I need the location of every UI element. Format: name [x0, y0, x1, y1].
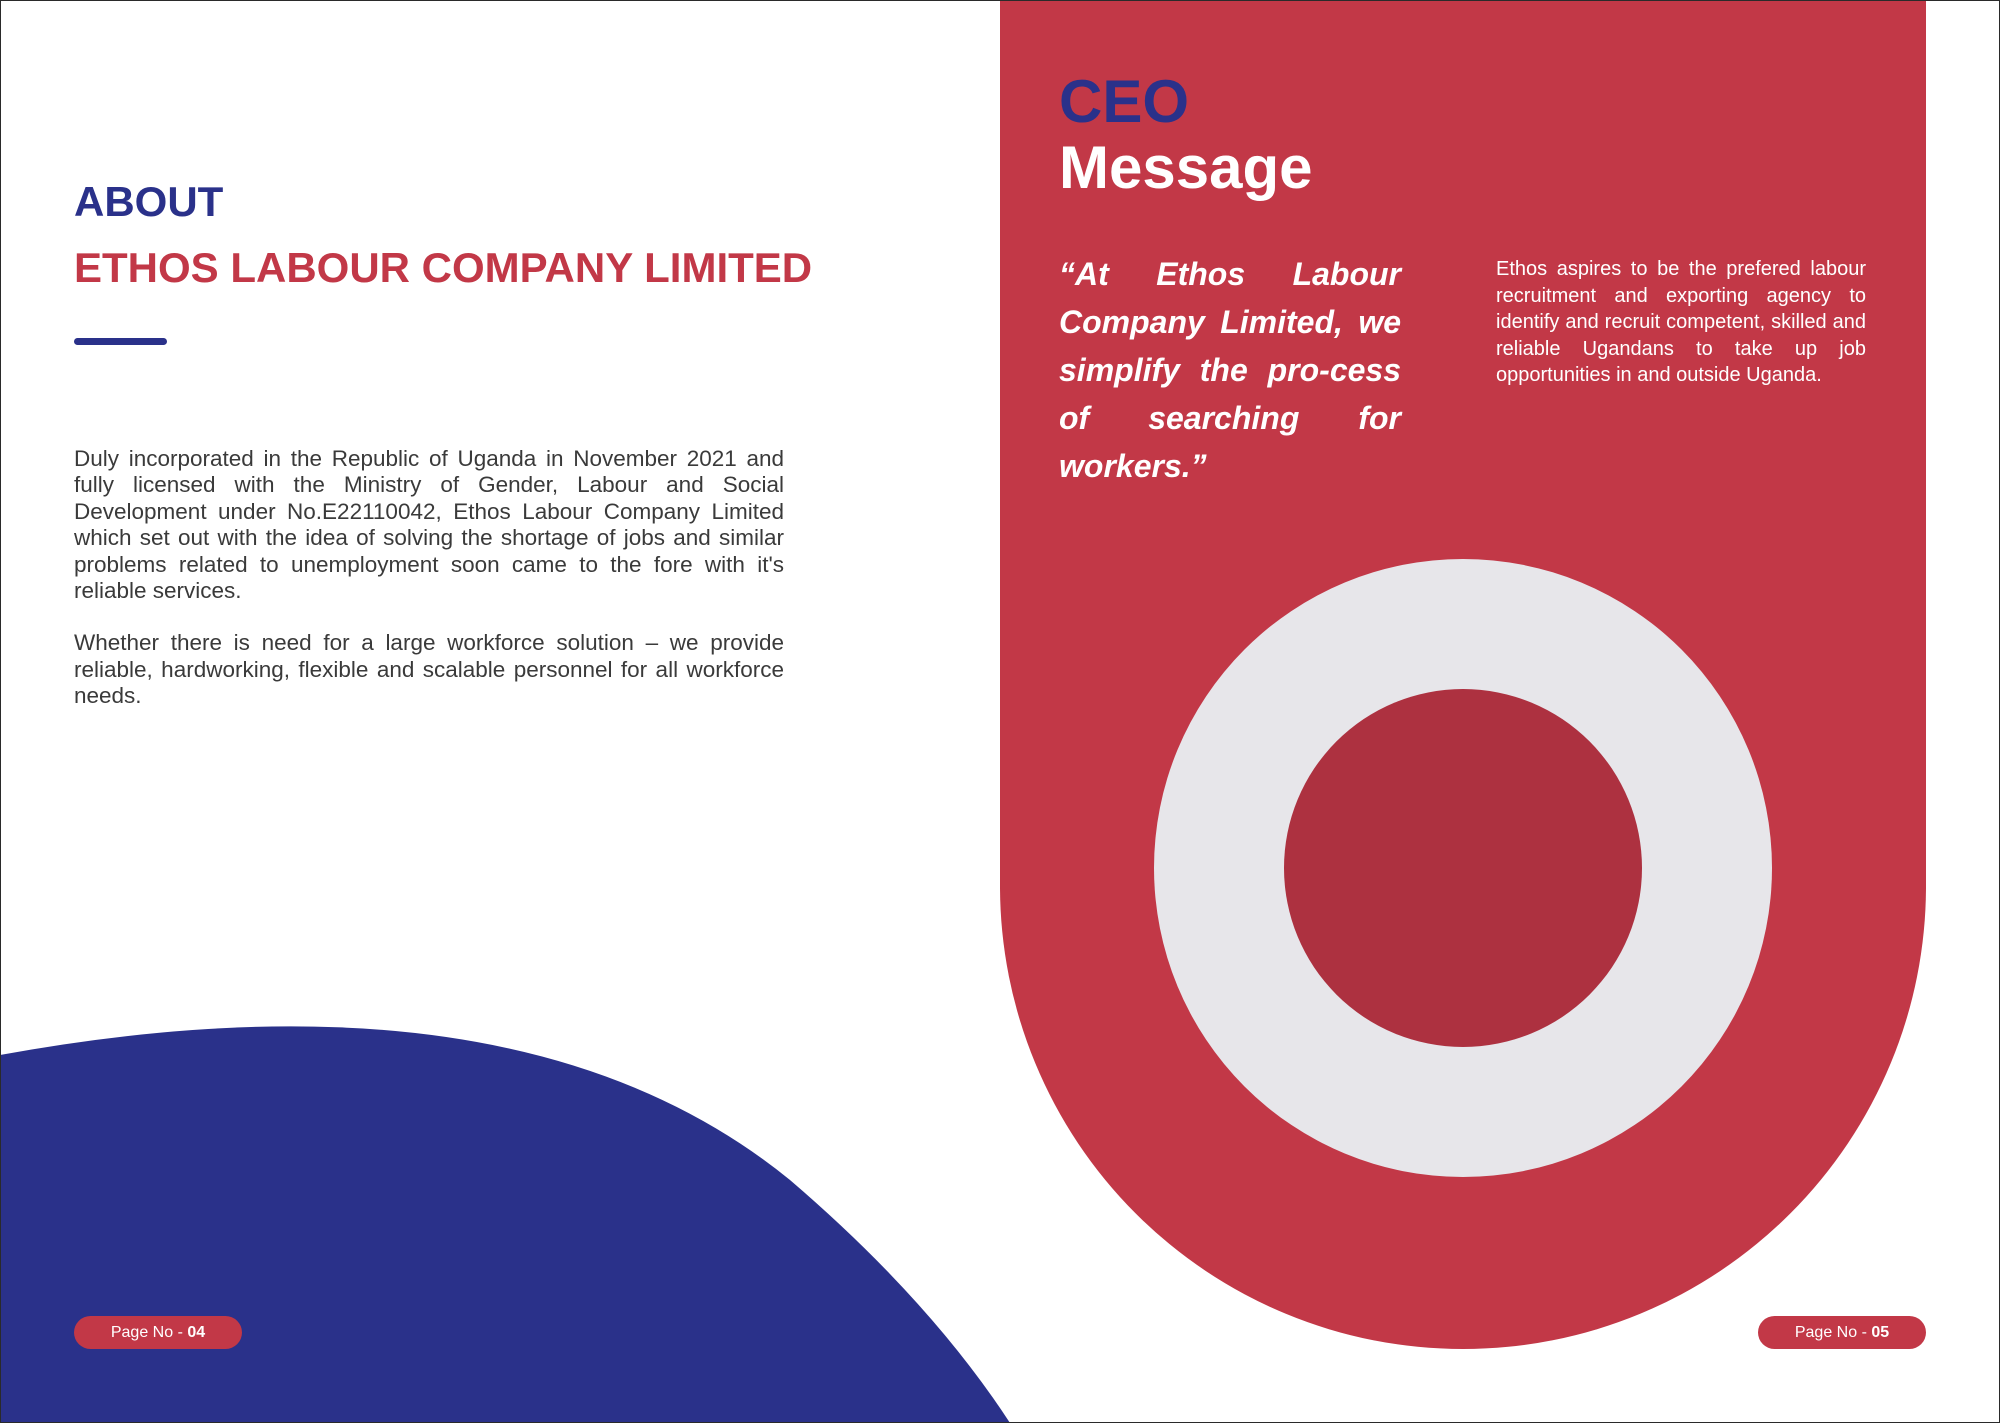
message-heading: Message: [1059, 134, 1313, 201]
page-label: Page No -: [110, 1324, 188, 1341]
page-number-badge-right: [1758, 1316, 1926, 1349]
red-circle: [1284, 689, 1642, 1047]
page-number: 05: [1871, 1324, 1890, 1341]
about-paragraph: Whether there is need for a large workforce solution – we provide reliable, hardworking, flexible and scalable personnel for all workforce needs.: [74, 630, 784, 709]
about-paragraph: Duly incorporated in the Republic of Uganda in November 2021 and fully licensed with the Ministry of Gender, Labour and Social Development under No.E22110042, Ethos Labour Company Limited which set out with the idea of solving the shortage of jobs and similar problems related to unemployment soon came to the fore with it's reliable services.: [74, 446, 784, 604]
ceo-quote: “At Ethos Labour Company Limited, we simplify the pro-cess of searching for workers.”: [1059, 256, 1401, 484]
ceo-heading: CEO: [1059, 68, 1190, 135]
aspiration-text: Ethos aspires to be the prefered labour recruitment and exporting agency to identify and recruit competent, skilled and reliable Ugandans to take up job opportunities in and outside Uganda.: [1496, 258, 1866, 386]
page-number: 04: [187, 1324, 206, 1341]
company-heading: ETHOS LABOUR COMPANY LIMITED: [74, 244, 813, 291]
about-heading: ABOUT: [74, 178, 224, 225]
page-number-badge-left: [74, 1316, 242, 1349]
page-label: Page No -: [1794, 1324, 1872, 1341]
